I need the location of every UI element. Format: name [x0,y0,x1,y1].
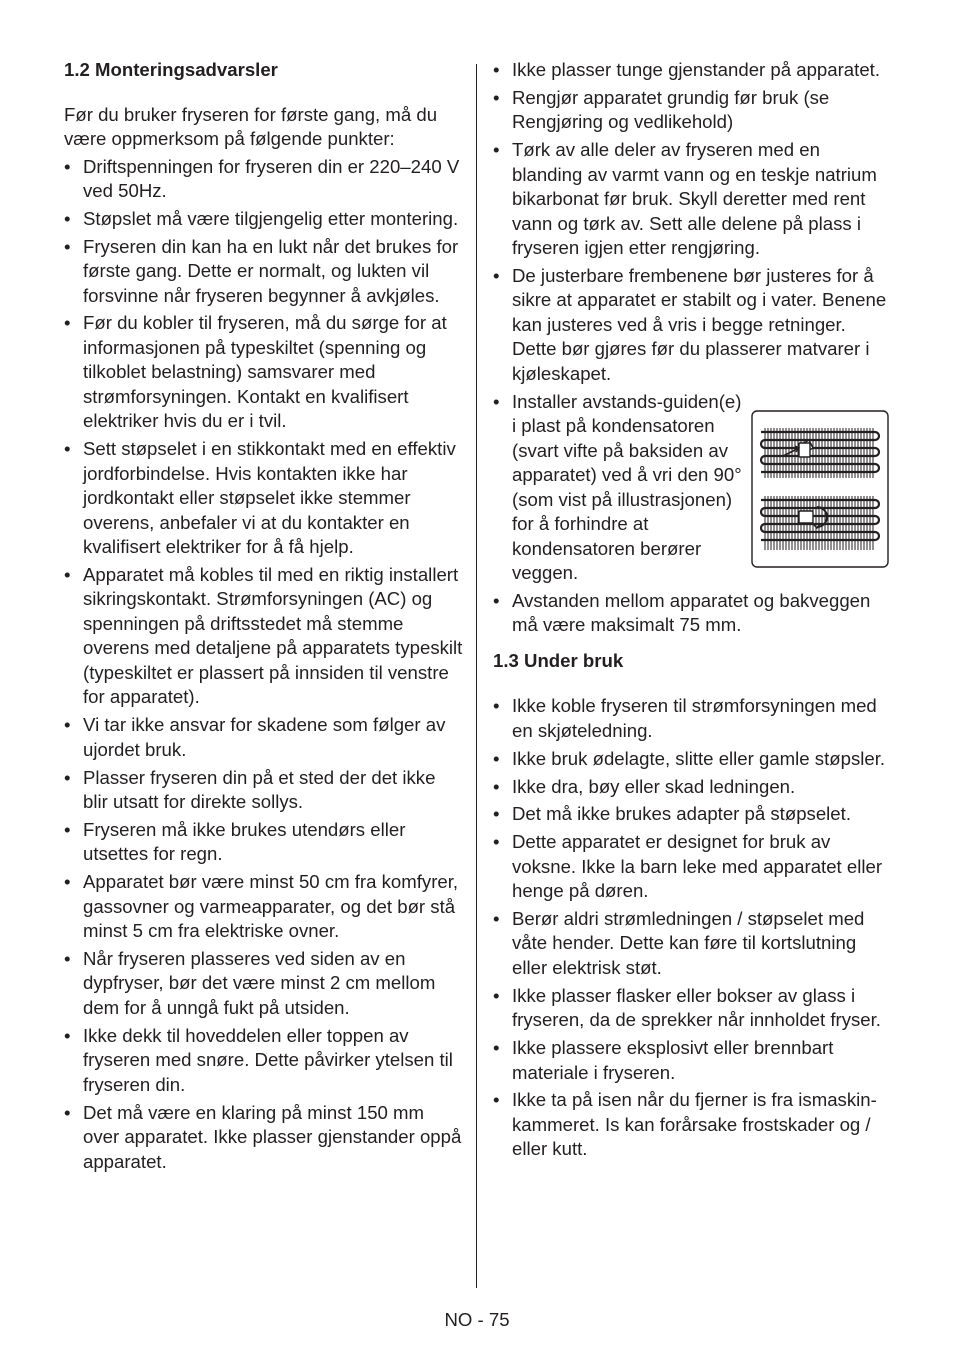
list-item: • Vi tar ikke ansvar for skadene som følger av ujordet bruk. [64,713,464,762]
list-item: • Ikke plasser tunge gjenstander på apparatet. [493,58,893,83]
column-divider [476,64,477,1288]
list-item: • Fryseren må ikke brukes utendørs eller utsettes for regn. [64,818,464,867]
left-column [64,58,464,1177]
list-item: • Før du kobler til fryseren, må du sørge for at informasjonen på typeskiltet (spenning og tilkoblet belastning) samsvarer med strømforsyningen. Kontakt en kvalifisert elektriker hvis du er i tvil. [64,311,464,434]
list-item: • Ikke dekk til hoveddelen eller toppen av fryseren med snøre. Dette påvirker ytelsen til fryseren din. [64,1024,464,1098]
right-column [493,58,893,1165]
list-item: • Ikke ta på isen når du fjerner is fra ismaskin-kammeret. Is kan forårsake frostskader og / eller kutt. [493,1088,893,1162]
list-item: • Ikke plasser flasker eller bokser av glass i fryseren, da de sprekker når innholdet fryser. [493,984,893,1033]
figure-list [493,390,893,638]
list-item: • Dette apparatet er designet for bruk av voksne. Ikke la barn leke med apparatet eller henge på døren. [493,830,893,904]
intro-paragraph: Før du bruker fryseren for første gang, må du være oppmerksom på følgende punkter: [64,103,438,149]
list-item: • Ikke bruk ødelagte, slitte eller gamle støpsler. [493,747,893,772]
list-item: • Apparatet bør være minst 50 cm fra komfyrer, gassovner og varmeapparater, og det bør stå minst 5 cm fra elektriske ovner. [64,870,464,944]
list-item: • Rengjør apparatet grundig før bruk (se Rengjøring og vedlikehold) [493,86,893,135]
condenser-spacer-illustration [751,410,889,568]
list-item: • Tørk av alle deler av fryseren med en blanding av varmt vann og en teskje natrium bikarbonat før bruk. Skyll deretter med rent vann og tørk av. Sett alle delene på plass i fryseren igjen etter rengjøring. [493,138,893,261]
list-item: • Det må være en klaring på minst 150 mm over apparatet. Ikke plasser gjenstander oppå apparatet. [64,1101,464,1175]
list-item: • Avstanden mellom apparatet og bakveggen må være maksimalt 75 mm. [493,589,893,638]
section-heading-installation-warnings: 1.2 Monteringsadvarsler [64,59,278,80]
list-item: • Det må ikke brukes adapter på støpselet. [493,802,893,827]
list-item-with-figure [493,390,893,586]
installation-warnings-list [64,155,464,1175]
list-item: • Driftspenningen for fryseren din er 220–240 V ved 50Hz. [64,155,464,204]
during-use-list [493,694,893,1161]
condenser-spacer-icon [751,410,889,568]
list-item: • Når fryseren plasseres ved siden av en dypfryser, bør det være minst 2 cm mellom dem for å unngå fukt på utsiden. [64,947,464,1021]
list-item: • Berør aldri strømledningen / støpselet med våte hender. Dette kan føre til kortslutning eller elektrisk støt. [493,907,893,981]
list-item: • Apparatet må kobles til med en riktig installert sikringskontakt. Strømforsyningen (AC) og spenningen på driftsstedet må stemme overens med detaljene på apparatets typeskilt (typeskiltet er plassert på innsiden til venstre for apparatet). [64,563,464,710]
installation-warnings-list-continued [493,58,893,386]
section-heading-during-use: 1.3 Under bruk [493,649,624,671]
page-number: NO - 75 [444,1309,510,1330]
list-item: • Fryseren din kan ha en lukt når det brukes for første gang. Dette er normalt, og lukten vil forsvinne når fryseren begynner å avkjøles. [64,235,464,309]
list-item: • De justerbare frembenene bør justeres for å sikre at apparatet er stabilt og i vater. Benene kan justeres ved å vris i begge retninger. Dette bør gjøres før du plasserer matvarer i kjøleskapet. [493,264,893,387]
list-item: • Plasser fryseren din på et sted der det ikke blir utsatt for direkte sollys. [64,766,464,815]
list-item: • Støpslet må være tilgjengelig etter montering. [64,207,464,232]
list-item: • Ikke dra, bøy eller skad ledningen. [493,775,893,800]
list-item-text: Installer avstands-guiden(e) i plast på kondensatoren (svart vifte på baksiden av apparatet) ved å vri den 90° (som vist på illustrasjonen) for å forhindre at kondensatoren berører veggen. [512,390,742,584]
list-item: • Sett støpselet i en stikkontakt med en effektiv jordforbindelse. Hvis kontakten ikke har jordkontakt eller støpselet ikke stemmer overens, anbefaler vi at du kontakter en kvalifisert elektriker for å få hjelp. [64,437,464,560]
list-item: • Ikke plassere eksplosivt eller brennbart materiale i fryseren. [493,1036,893,1085]
list-item: • Ikke koble fryseren til strømforsyningen med en skjøteledning. [493,694,893,743]
